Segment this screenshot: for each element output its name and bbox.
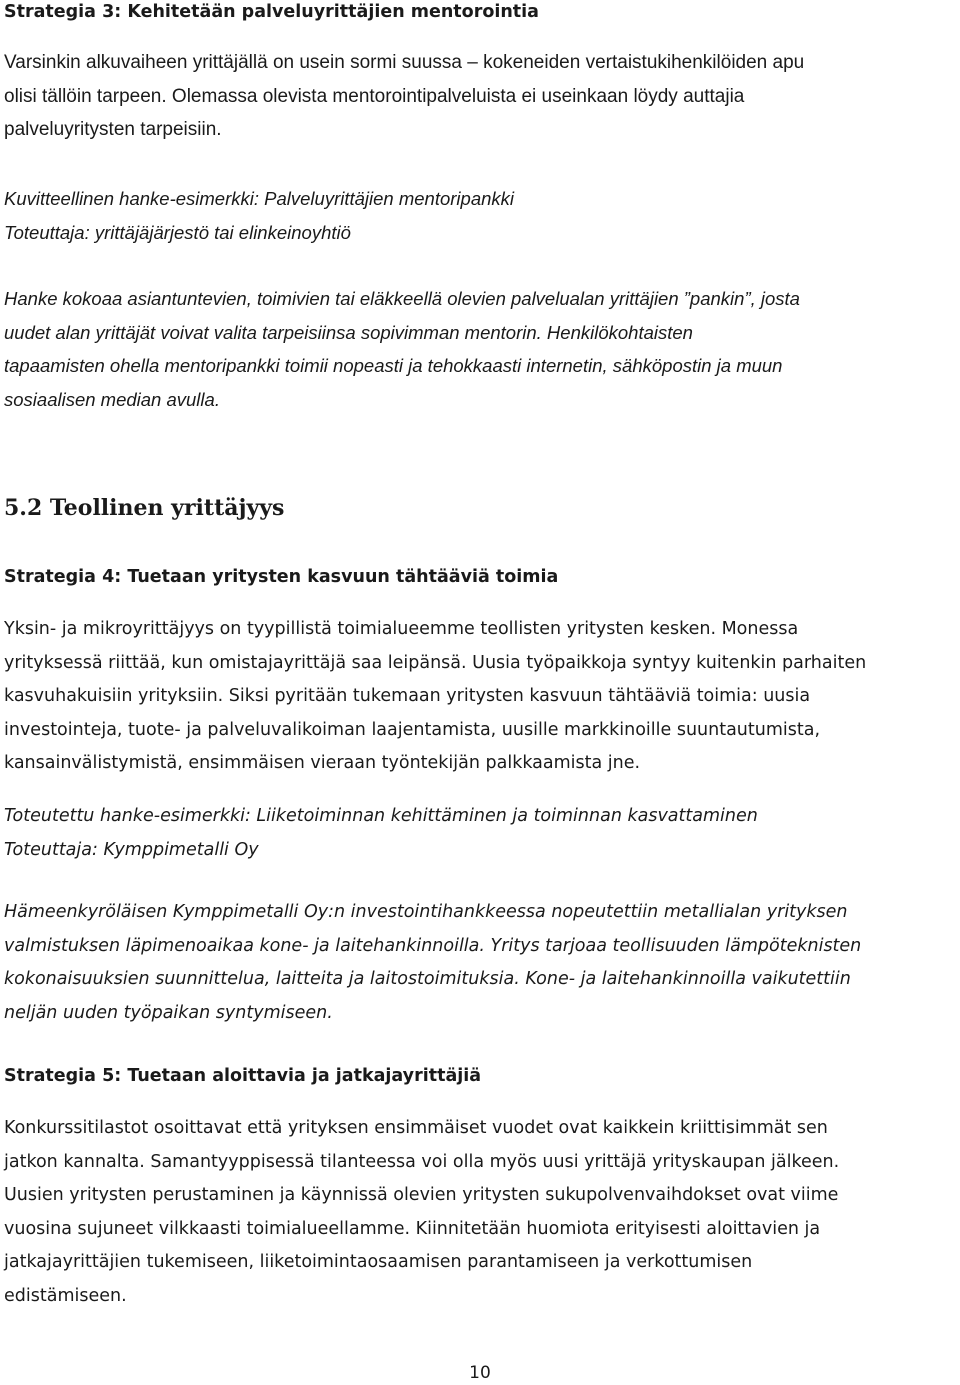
- strategy5-heading: Strategia 5: Tuetaan aloittavia ja jatkajayrittäjiä: [4, 1066, 482, 1086]
- strategy3-example-header: [4, 182, 956, 249]
- strategy3-heading: Strategia 3: Kehitetään palveluyrittäjien mentorointia: [4, 2, 539, 22]
- paragraph-line: olisi tällöin tarpeen. Olemassa olevista mentorointipalveluista ei useinkaan löydy auttajia: [4, 85, 745, 107]
- strategy4-example-header: [4, 800, 956, 867]
- paragraph-line: Yksin- ja mikroyrittäjyys on tyypillistä toimialueemme teollisten yritysten kesken. Monessa: [4, 619, 799, 639]
- paragraph-line: kansainvälistymistä, ensimmäisen vieraan työntekijän palkkaamista jne.: [4, 753, 641, 773]
- strategy5-paragraph: [4, 1112, 956, 1313]
- paragraph-line: Hämeenkyröläisen Kymppimetalli Oy:n investointihankkeessa nopeutettiin metallialan yrityksen: [4, 902, 848, 922]
- example-title: Kuvitteellinen hanke-esimerkki: Palveluyrittäjien mentoripankki: [4, 188, 515, 209]
- paragraph-line: jatkajayrittäjien tukemiseen, liiketoimintaosaamisen parantamiseen ja verkottumisen: [4, 1252, 753, 1272]
- example-implementer: Toteuttaja: Kymppimetalli Oy: [4, 839, 259, 860]
- paragraph-line: kasvuhakuisiin yrityksiin. Siksi pyritään tukemaan yritysten kasvuun tähtääviä toimia: uusia: [4, 686, 811, 706]
- paragraph-line: investointeja, tuote- ja palveluvalikoiman laajentamista, uusille markkinoille suuntautumista,: [4, 719, 821, 740]
- paragraph-line: Uusien yritysten perustaminen ja käynnissä olevien yritysten sukupolvenvaihdokset ovat viime: [4, 1185, 839, 1205]
- paragraph-line: Konkurssitilastot osoittavat että yrityksen ensimmäiset vuodet ovat kaikkein kriittisimmät sen: [4, 1118, 828, 1138]
- paragraph-line: jatkon kannalta. Samantyyppisessä tilanteessa voi olla myös uusi yrittäjä yrityskaupan jälkeen.: [4, 1151, 840, 1172]
- strategy3-paragraph: [4, 46, 956, 147]
- paragraph-line: uudet alan yrittäjät voivat valita tarpeisiinsa sopivimman mentorin. Henkilökohtaisten: [4, 321, 693, 343]
- paragraph-line: edistämiseen.: [4, 1285, 127, 1306]
- paragraph-line: sosiaalisen median avulla.: [4, 388, 220, 410]
- paragraph-line: kokonaisuuksien suunnittelua, laitteita ja laitostoimituksia. Kone- ja laitehankinnoilla vaikutettiin: [4, 969, 851, 989]
- strategy4-paragraph: [4, 613, 956, 781]
- paragraph-line: palveluyritysten tarpeisiin.: [4, 119, 222, 140]
- paragraph-line: Varsinkin alkuvaiheen yrittäjällä on usein sormi suussa – kokeneiden vertaistukihenkilöiden apu: [4, 52, 805, 73]
- strategy4-example-paragraph: [4, 896, 956, 1030]
- strategy4-heading: Strategia 4: Tuetaan yritysten kasvuun tähtääviä toimia: [4, 567, 559, 587]
- example-implementer: Toteuttaja: yrittäjäjärjestö tai elinkeinoyhtiö: [4, 221, 351, 243]
- page-number: 10: [469, 1363, 491, 1383]
- paragraph-line: valmistuksen läpimenoaikaa kone- ja laitehankinnoilla. Yritys tarjoaa teollisuuden lämpöteknisten: [4, 935, 862, 956]
- example-title: Toteutettu hanke-esimerkki: Liiketoiminnan kehittäminen ja toiminnan kasvattaminen: [4, 806, 758, 826]
- paragraph-line: yrityksessä riittää, kun omistajayrittäjä saa leipänsä. Uusia työpaikkoja syntyy kuitenkin parhaiten: [4, 652, 867, 673]
- paragraph-line: vuosina sujuneet vilkkaasti toimialueellamme. Kiinnitetään huomiota erityisesti aloittavien ja: [4, 1218, 821, 1239]
- strategy3-example-paragraph: [4, 282, 956, 416]
- paragraph-line: neljän uuden työpaikan syntymiseen.: [4, 1002, 333, 1023]
- section-heading: 5.2 Teollinen yrittäjyys: [4, 495, 285, 521]
- paragraph-line: Hanke kokoaa asiantuntevien, toimivien tai eläkkeellä olevien palvelualan yrittäjien ”pankin”, josta: [4, 288, 800, 309]
- paragraph-line: tapaamisten ohella mentoripankki toimii nopeasti ja tehokkaasti internetin, sähköpostin ja muun: [4, 355, 783, 376]
